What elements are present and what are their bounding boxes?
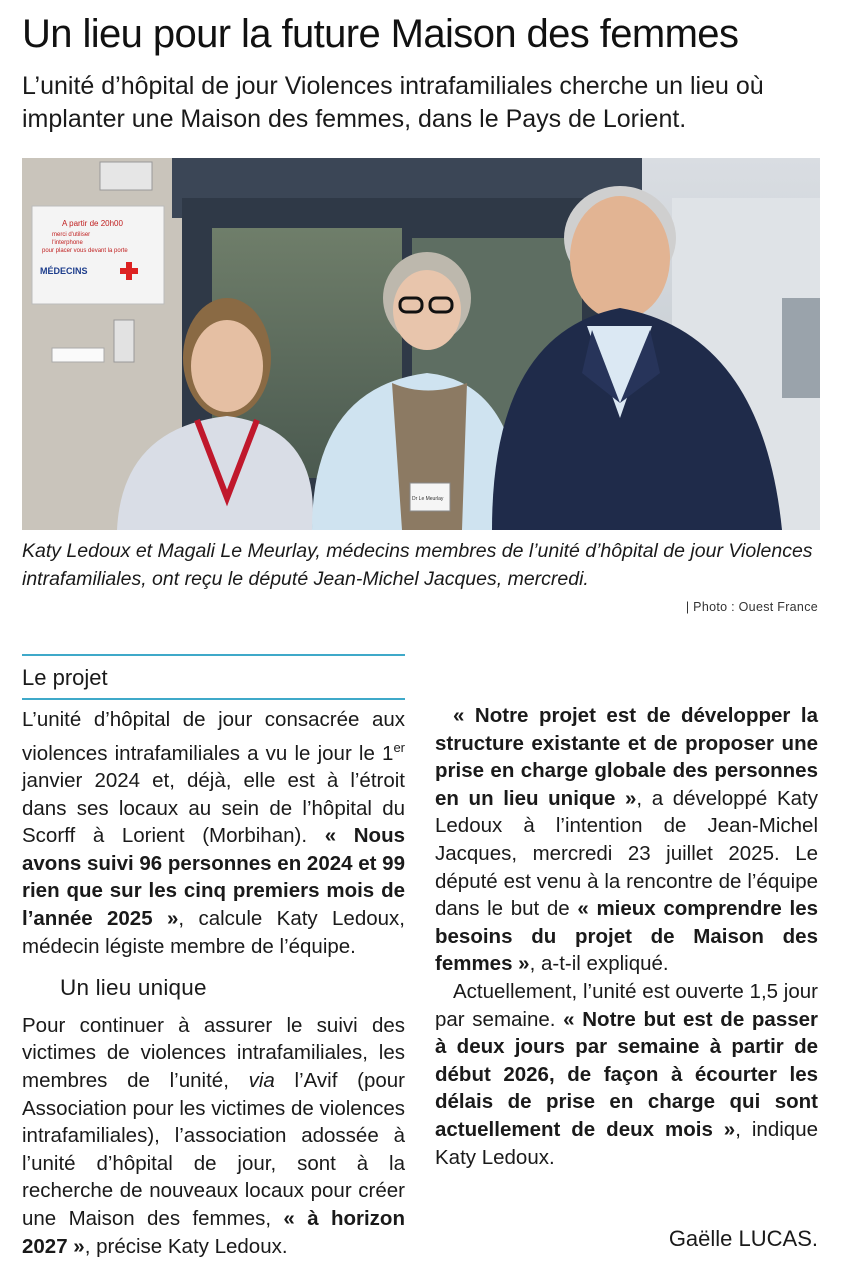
author-signature: Gaëlle LUCAS. xyxy=(668,1226,818,1251)
text-run: , précise Katy Ledoux. xyxy=(84,1234,288,1258)
photo-illustration xyxy=(22,158,820,530)
paragraph-3 xyxy=(435,702,818,978)
paragraph-4 xyxy=(435,978,818,1171)
text-run: , a développé Katy Ledoux à l’intention de Jean-Michel Jacques, mercredi 23 juillet 2025. Le député est venu à la rencontre de l’équipe dans le but de xyxy=(435,786,818,921)
paragraph-2 xyxy=(22,1012,405,1260)
paragraph-1 xyxy=(22,706,405,960)
photo-credit: | Photo : Ouest France xyxy=(685,600,818,614)
sign-line: merci d'utiliser xyxy=(52,232,91,238)
quote-bold: « Notre but est de passer à deux jours par semaine à partir de début 2026, de façon à écourter les délais de prise en charge qui sont actuellement de deux mois » xyxy=(435,1007,818,1141)
text-run: janvier 2024 et, déjà, elle est à l’étroit dans ses locaux au sein de l’hôpital du Scorff à Lorient (Morbihan). xyxy=(22,769,405,848)
sign-line: pour placer vous devant la porte xyxy=(42,248,128,254)
quote-bold: « Nous avons suivi 96 personnes en 2024 et 99 rien que sur les cinq premiers mois de l’année 2025 » xyxy=(22,824,405,930)
left-column xyxy=(22,648,405,1260)
text-run: L’unité d’hôpital de jour consacrée aux violences intrafamiliales a vu le jour le 1 xyxy=(22,708,405,765)
sign-line: A partir de 20h00 xyxy=(62,219,123,228)
article-photo xyxy=(22,158,820,530)
headline: Un lieu pour la future Maison des femmes xyxy=(22,12,739,56)
quote-bold: « mieux comprendre les besoins du projet de Maison des femmes » xyxy=(435,897,818,976)
photo-caption: Katy Ledoux et Magali Le Meurlay, médecins membres de l’unité d’hôpital de jour Violences intrafamiliales, ont reçu le député Jean-Michel Jacques, mercredi. xyxy=(22,540,813,590)
quote-bold: « Notre projet est de développer la structure existante et de proposer une prise en charge globale des personnes en un lieu unique » xyxy=(435,704,818,810)
text-run: Actuellement, l’unité est ouverte 1,5 jour par semaine. xyxy=(435,979,818,1031)
text-run: Pour continuer à assurer le suivi des victimes de violences intrafamiliales, les membres de l’unité, xyxy=(22,1013,405,1092)
right-column xyxy=(435,702,818,1171)
section-title: Le projet xyxy=(22,665,108,690)
text-run: l’Avif (pour Association pour les victimes de violences intrafamiliales), l’association adossée à l’unité d’hôpital de jour, sont à la recherche de nouveaux locaux pour créer une Maison des femmes, xyxy=(22,1068,405,1230)
badge-text: Dr Le Meurlay xyxy=(412,496,444,502)
text-run: , indique Katy Ledoux. xyxy=(435,1117,818,1169)
text-run: , a-t-il expliqué. xyxy=(529,952,669,976)
lead-paragraph: L’unité d’hôpital de jour Violences intrafamiliales cherche un lieu où implanter une Maison des femmes, dans le Pays de Lorient. xyxy=(22,72,764,133)
ordinal-superscript: er xyxy=(393,739,405,755)
italic-word: via xyxy=(248,1068,275,1092)
sign-brand: MÉDECINS xyxy=(40,266,88,276)
sign-line: l'interphone xyxy=(52,240,83,246)
section-rule-bottom xyxy=(22,698,405,700)
text-run: , calcule Katy Ledoux, médecin légiste membre de l’équipe. xyxy=(22,906,405,958)
quote-bold: « à horizon 2027 » xyxy=(22,1206,405,1258)
subheading: Un lieu unique xyxy=(60,975,207,1001)
